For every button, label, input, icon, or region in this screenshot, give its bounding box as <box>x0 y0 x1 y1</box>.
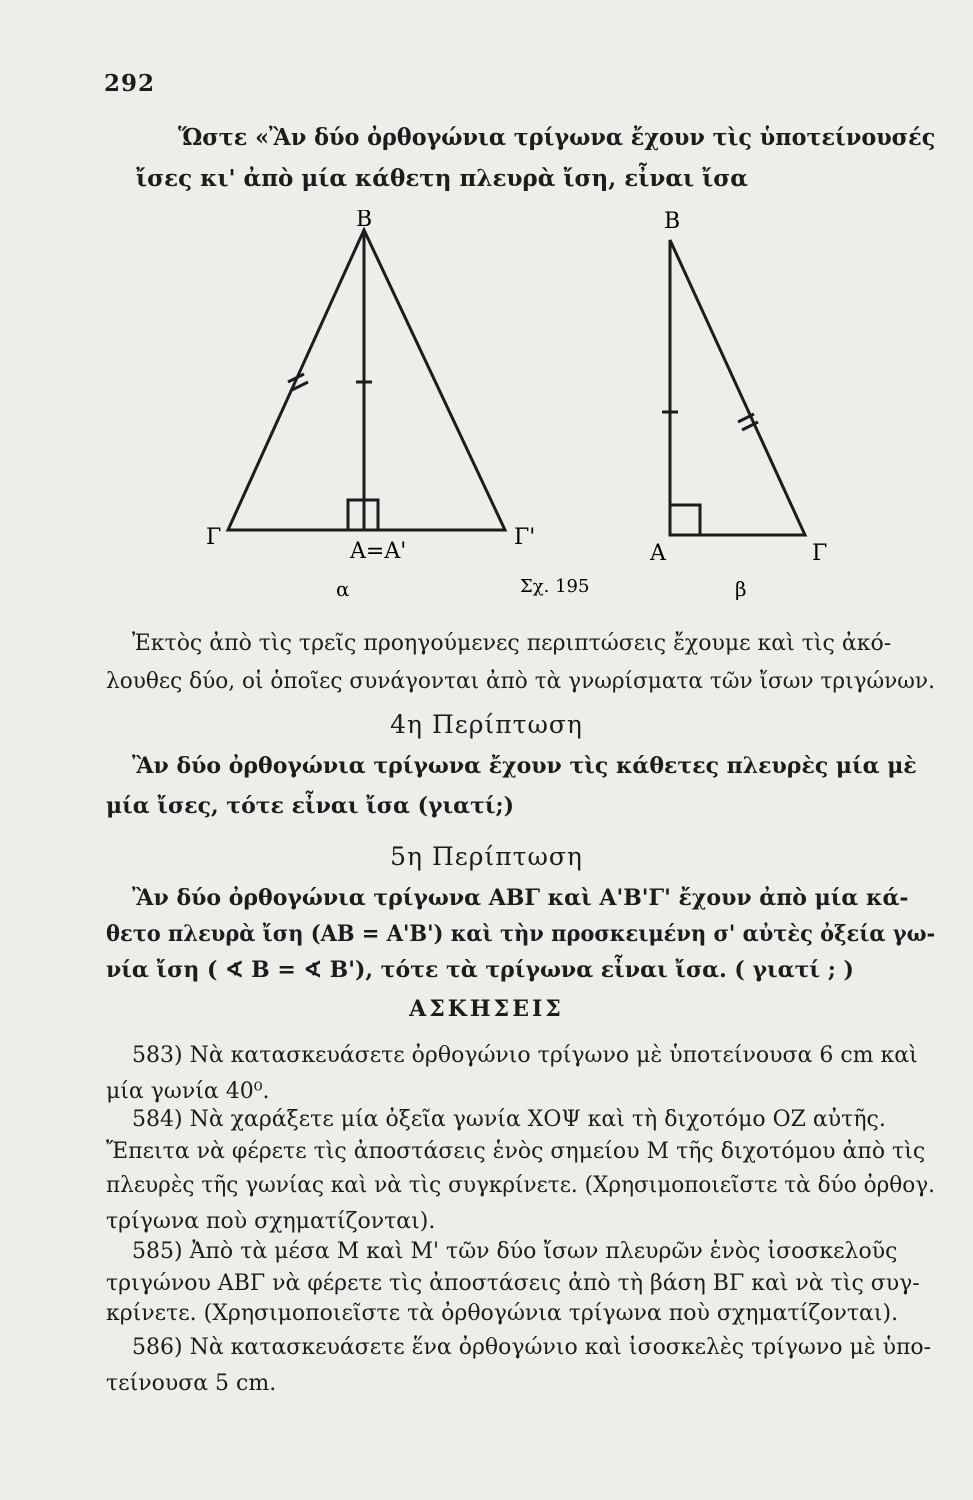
exercise-584-line-3: πλευρὲς τῆς γωνίας καὶ νὰ τὶς συγκρίνετε. (Χρησιμοποιεῖστε τὰ δύο ὀρθογ. <box>106 1173 936 1198</box>
exercise-585-line-3: κρίνετε. (Χρησιμοποιεῖστε τὰ ὀρθογώνια τρίγωνα ποὺ σχηματίζονται). <box>106 1301 899 1326</box>
exercise-584-line-2: Ἔπειτα νὰ φέρετε τὶς ἀποστάσεις ἑνὸς σημείου Μ τῆς διχοτόμου ἀπὸ τὶς <box>106 1139 926 1164</box>
theorem-line-2: ἴσες κι' ἀπὸ μία κάθετη πλευρὰ ἴση, εἶναι ἴσα <box>136 165 748 192</box>
label-beta: β <box>735 577 747 601</box>
case5-line-3: νία ἴση ( ∢ B = ∢ B'), τότε τὰ τρίγωνα εἶναι ἴσα. ( γιατί ; ) <box>106 957 854 983</box>
case5-heading: 5η Περίπτωση <box>390 842 583 871</box>
label-gamma-prime: Γ' <box>514 525 536 550</box>
case4-line-1: Ἂν δύο ὀρθογώνια τρίγωνα ἔχουν τὶς κάθετες πλευρὲς μία μὲ <box>132 753 917 779</box>
figure-195 <box>0 210 973 610</box>
case4-heading: 4η Περίπτωση <box>390 710 583 739</box>
label-b-left: B <box>356 210 373 232</box>
triangle-right <box>662 240 805 535</box>
intro-line-2: λουθες δύο, οἱ ὁποῖες συνάγονται ἀπὸ τὰ γνωρίσματα τῶν ἴσων τριγώνων. <box>106 669 935 694</box>
triangle-left <box>228 230 505 530</box>
intro-line-1: Ἐκτὸς ἀπὸ τὶς τρεῖς προηγούμενες περιπτώσεις ἔχουμε καὶ τὶς ἀκό- <box>132 631 892 656</box>
exercise-585-line-1: 585) Ἀπὸ τὰ μέσα Μ καὶ Μ' τῶν δύο ἴσων πλευρῶν ἑνὸς ἰσοσκελοῦς <box>132 1239 898 1264</box>
page-number: 292 <box>104 70 156 97</box>
exercise-584-line-4: τρίγωνα ποὺ σχηματίζονται). <box>106 1209 436 1234</box>
label-alpha: α <box>336 577 350 601</box>
exercise-583-line-2: μία γωνία 40⁰. <box>106 1079 270 1104</box>
exercises-heading: ΑΣΚΗΣΕΙΣ <box>409 996 564 1022</box>
exercise-584-line-1: 584) Νὰ χαράξετε μία ὀξεῖα γωνία ΧΟΨ καὶ τὴ διχοτόμο ΟΖ αὐτῆς. <box>132 1107 886 1132</box>
exercise-586-line-2: τείνουσα 5 cm. <box>106 1371 277 1396</box>
label-a-right: A <box>650 541 666 566</box>
label-a-eq: A=A' <box>350 539 407 564</box>
case5-line-2: θετο πλευρὰ ἴση (AB = A'B') καὶ τὴν προσκειμένη σ' αὐτὲς ὀξεία γω- <box>106 921 936 947</box>
case4-line-2: μία ἴσες, τότε εἶναι ἴσα (γιατί;) <box>106 793 515 819</box>
label-b-right: B <box>664 210 681 234</box>
label-gamma-left: Γ <box>206 525 222 550</box>
label-gamma-right: Γ <box>812 541 828 566</box>
case5-line-1: Ἂν δύο ὀρθογώνια τρίγωνα ΑΒΓ καὶ Α'Β'Γ' ἔχουν ἀπὸ μία κά- <box>132 885 909 911</box>
theorem-line-1: Ὥστε «Ἂν δύο ὀρθογώνια τρίγωνα ἔχουν τὶς ὑποτείνουσές <box>178 124 936 151</box>
exercise-583-line-1: 583) Νὰ κατασκευάσετε ὀρθογώνιο τρίγωνο μὲ ὑποτείνουσα 6 cm καὶ <box>132 1043 918 1068</box>
figure-caption: Σχ. 195 <box>520 576 590 597</box>
exercise-586-line-1: 586) Νὰ κατασκευάσετε ἕνα ὀρθογώνιο καὶ ἰσοσκελὲς τρίγωνο μὲ ὑπο- <box>132 1335 932 1360</box>
exercise-585-line-2: τριγώνου ΑΒΓ νὰ φέρετε τὶς ἀποστάσεις ἀπὸ τὴ βάση ΒΓ καὶ νὰ τὶς συγ- <box>106 1271 920 1296</box>
